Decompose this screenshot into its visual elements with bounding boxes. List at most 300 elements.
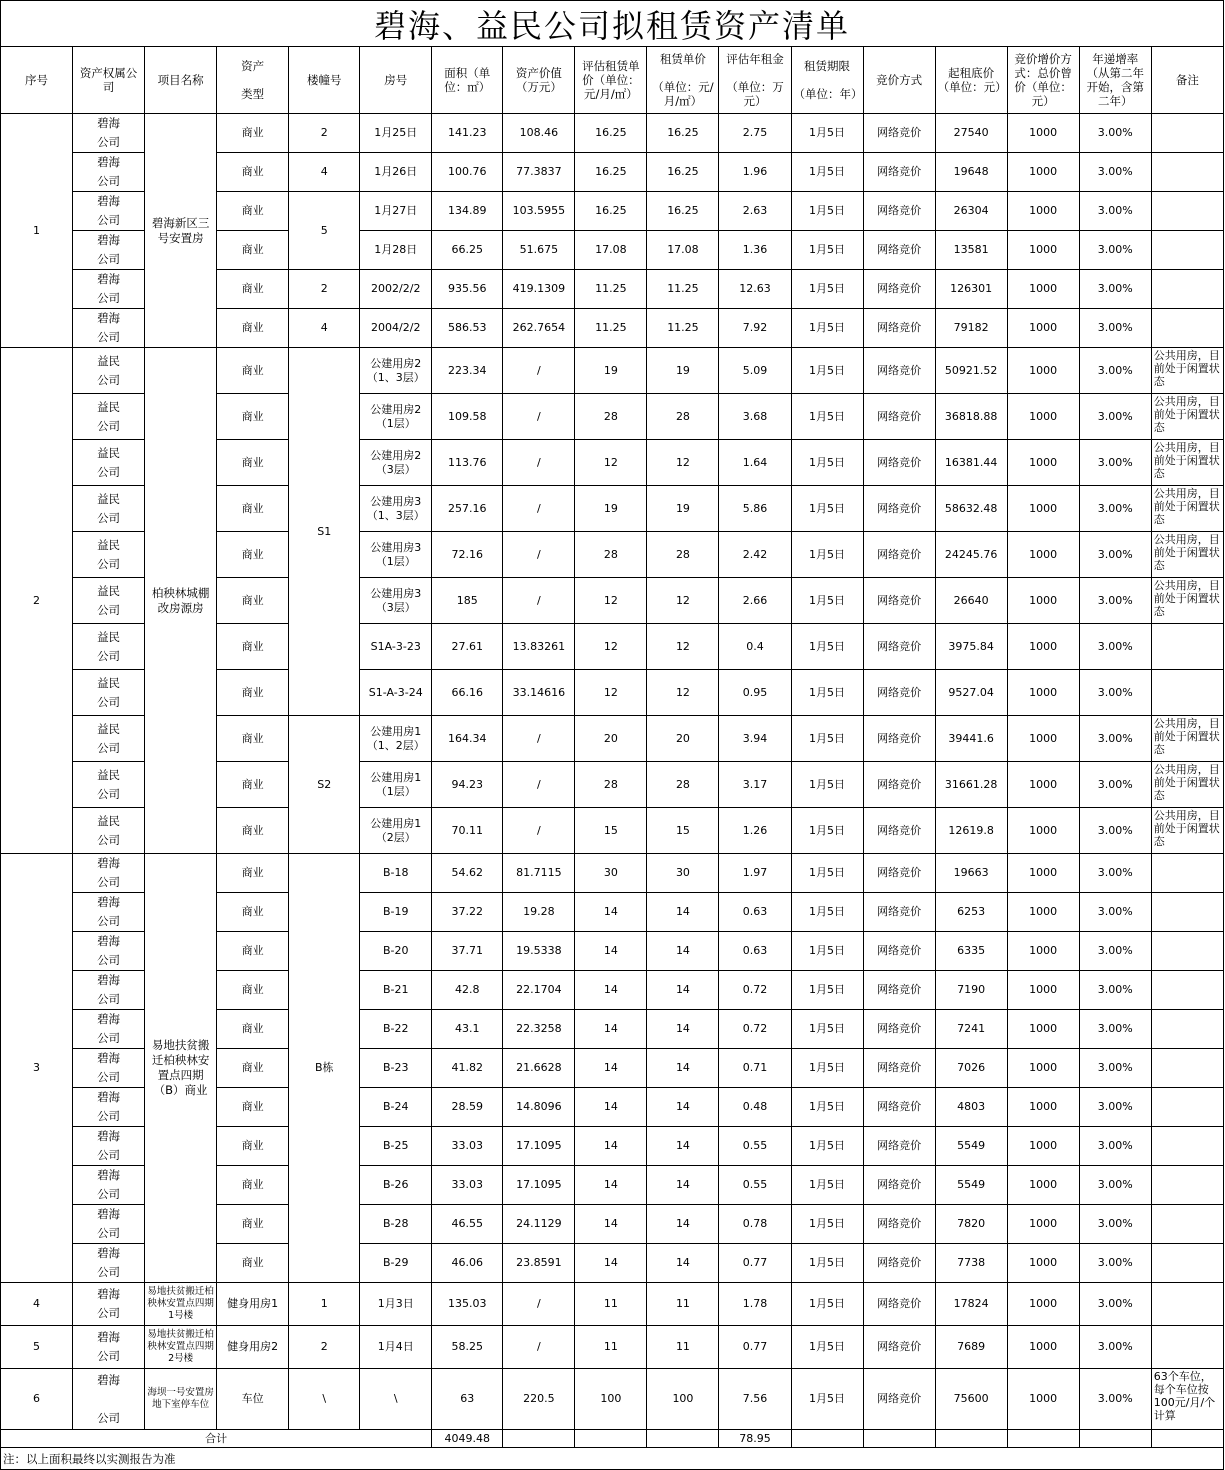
seq-cell: 5 [1,1326,73,1369]
annual-rent-cell: 0.77 [719,1244,791,1283]
term-cell: 1月5日 [791,624,863,670]
header-base-price: 起租底价（单位：元） [935,47,1007,114]
growth-rate-cell: 3.00% [1079,1088,1151,1127]
base-price-cell: 26640 [935,578,1007,624]
growth-rate-cell: 3.00% [1079,1369,1151,1430]
header-growth-rate: 年递增率（从第二年开始，含第二年） [1079,47,1151,114]
value-cell: 103.5955 [503,192,575,231]
company-cell: 碧海 公司 [73,1088,145,1127]
value-cell: 21.6628 [503,1049,575,1088]
value-cell: 51.675 [503,231,575,270]
empty-cell [863,1430,935,1448]
value-cell: / [503,1283,575,1326]
annual-rent-cell: 5.86 [719,486,791,532]
building-cell: S2 [289,716,360,854]
term-cell: 1月5日 [791,670,863,716]
term-cell: 1月5日 [791,1166,863,1205]
room-cell: 2004/2/2 [360,309,432,348]
eval-price-cell: 19 [575,486,647,532]
company-cell: 益民 公司 [73,486,145,532]
project-cell: 碧海新区三号安置房 [145,114,217,348]
annual-rent-cell: 1.64 [719,440,791,486]
price-cell: 11 [647,1326,719,1369]
room-cell: 公建用房3（1层） [360,532,432,578]
annual-rent-cell: 0.48 [719,1088,791,1127]
company-cell: 益民 公司 [73,624,145,670]
header-room: 房号 [360,47,432,114]
annual-rent-cell: 0.4 [719,624,791,670]
room-cell: B-22 [360,1010,432,1049]
base-price-cell: 13581 [935,231,1007,270]
base-price-cell: 7820 [935,1205,1007,1244]
base-price-cell: 50921.52 [935,348,1007,394]
term-cell: 1月5日 [791,578,863,624]
method-cell: 网络竞价 [863,624,935,670]
value-cell: 24.1129 [503,1205,575,1244]
building-cell: 2 [289,270,360,309]
increment-cell: 1000 [1007,808,1079,854]
room-cell: \ [360,1369,432,1430]
type-cell: 商业 [217,1166,289,1205]
header-building: 楼幢号 [289,47,360,114]
room-cell: B-18 [360,854,432,893]
area-cell: 66.16 [432,670,503,716]
method-cell: 网络竞价 [863,716,935,762]
note-cell [1151,1326,1223,1369]
type-cell: 商业 [217,893,289,932]
annual-rent-cell: 1.96 [719,153,791,192]
company-cell: 碧海 公司 [73,854,145,893]
base-price-cell: 27540 [935,114,1007,153]
eval-price-cell: 14 [575,893,647,932]
value-cell: / [503,440,575,486]
annual-rent-cell: 3.68 [719,394,791,440]
value-cell: / [503,394,575,440]
header-company: 资产权属公司 [73,47,145,114]
method-cell: 网络竞价 [863,270,935,309]
growth-rate-cell: 3.00% [1079,1244,1151,1283]
term-cell: 1月5日 [791,1049,863,1088]
eval-price-cell: 11.25 [575,309,647,348]
room-cell: 1月25日 [360,114,432,153]
room-cell: B-21 [360,971,432,1010]
room-cell: 公建用房3（1、3层） [360,486,432,532]
growth-rate-cell: 3.00% [1079,1205,1151,1244]
area-cell: 586.53 [432,309,503,348]
growth-rate-cell: 3.00% [1079,578,1151,624]
eval-price-cell: 14 [575,1166,647,1205]
eval-price-cell: 14 [575,1244,647,1283]
method-cell: 网络竞价 [863,394,935,440]
eval-price-cell: 12 [575,624,647,670]
term-cell: 1月5日 [791,394,863,440]
base-price-cell: 16381.44 [935,440,1007,486]
annual-rent-cell: 0.71 [719,1049,791,1088]
base-price-cell: 26304 [935,192,1007,231]
annual-rent-cell: 0.72 [719,1010,791,1049]
note-cell [1151,670,1223,716]
method-cell: 网络竞价 [863,192,935,231]
note-cell [1151,1283,1223,1326]
term-cell: 1月5日 [791,716,863,762]
type-cell: 商业 [217,348,289,394]
price-cell: 14 [647,1205,719,1244]
company-cell: 碧海 公司 [73,1369,145,1430]
company-cell: 益民 公司 [73,716,145,762]
term-cell: 1月5日 [791,231,863,270]
price-cell: 14 [647,1010,719,1049]
method-cell: 网络竞价 [863,1127,935,1166]
value-cell: / [503,762,575,808]
base-price-cell: 3975.84 [935,624,1007,670]
eval-price-cell: 17.08 [575,231,647,270]
area-cell: 72.16 [432,532,503,578]
price-cell: 100 [647,1369,719,1430]
eval-price-cell: 14 [575,1127,647,1166]
base-price-cell: 9527.04 [935,670,1007,716]
area-cell: 42.8 [432,971,503,1010]
term-cell: 1月5日 [791,1088,863,1127]
header-annual-rent: 评估年租金 （单位：万元） [719,47,791,114]
eval-price-cell: 16.25 [575,114,647,153]
term-cell: 1月5日 [791,309,863,348]
value-cell: 14.8096 [503,1088,575,1127]
building-cell: \ [289,1369,360,1430]
term-cell: 1月5日 [791,932,863,971]
price-cell: 14 [647,1244,719,1283]
growth-rate-cell: 3.00% [1079,893,1151,932]
type-cell: 商业 [217,670,289,716]
price-cell: 16.25 [647,153,719,192]
term-cell: 1月5日 [791,1283,863,1326]
type-cell: 商业 [217,808,289,854]
growth-rate-cell: 3.00% [1079,1326,1151,1369]
annual-rent-cell: 0.77 [719,1326,791,1369]
increment-cell: 1000 [1007,932,1079,971]
type-cell: 商业 [217,153,289,192]
room-cell: B-29 [360,1244,432,1283]
method-cell: 网络竞价 [863,1326,935,1369]
method-cell: 网络竞价 [863,971,935,1010]
annual-rent-cell: 0.55 [719,1166,791,1205]
area-cell: 185 [432,578,503,624]
annual-rent-cell: 3.94 [719,716,791,762]
term-cell: 1月5日 [791,440,863,486]
annual-rent-cell: 3.17 [719,762,791,808]
note-cell [1151,624,1223,670]
annual-rent-cell: 0.55 [719,1127,791,1166]
growth-rate-cell: 3.00% [1079,1049,1151,1088]
value-cell: 262.7654 [503,309,575,348]
note-cell: 公共用房，目前处于闲置状态 [1151,762,1223,808]
type-cell: 商业 [217,231,289,270]
growth-rate-cell: 3.00% [1079,153,1151,192]
value-cell: 22.3258 [503,1010,575,1049]
area-cell: 33.03 [432,1127,503,1166]
empty-cell [1007,1430,1079,1448]
growth-rate-cell: 3.00% [1079,348,1151,394]
value-cell: 19.5338 [503,932,575,971]
base-price-cell: 58632.48 [935,486,1007,532]
company-cell: 碧海 公司 [73,1244,145,1283]
increment-cell: 1000 [1007,192,1079,231]
increment-cell: 1000 [1007,486,1079,532]
base-price-cell: 7241 [935,1010,1007,1049]
method-cell: 网络竞价 [863,893,935,932]
growth-rate-cell: 3.00% [1079,1283,1151,1326]
company-cell: 益民 公司 [73,348,145,394]
price-cell: 16.25 [647,114,719,153]
note-cell [1151,1010,1223,1049]
project-cell: 易地扶贫搬迁柏秧林安置点四期1号楼 [145,1283,217,1326]
price-cell: 14 [647,1127,719,1166]
area-cell: 63 [432,1369,503,1430]
annual-rent-cell: 0.78 [719,1205,791,1244]
note-cell: 公共用房，目前处于闲置状态 [1151,394,1223,440]
increment-cell: 1000 [1007,153,1079,192]
term-cell: 1月5日 [791,1326,863,1369]
annual-rent-cell: 1.26 [719,808,791,854]
table-row [1,348,1224,394]
building-cell: 5 [289,192,360,270]
room-cell: B-24 [360,1088,432,1127]
eval-price-cell: 16.25 [575,192,647,231]
base-price-cell: 126301 [935,270,1007,309]
increment-cell: 1000 [1007,394,1079,440]
term-cell: 1月5日 [791,270,863,309]
type-cell: 商业 [217,1127,289,1166]
eval-price-cell: 14 [575,1205,647,1244]
term-cell: 1月5日 [791,1205,863,1244]
base-price-cell: 17824 [935,1283,1007,1326]
growth-rate-cell: 3.00% [1079,114,1151,153]
term-cell: 1月5日 [791,153,863,192]
note-cell: 公共用房，目前处于闲置状态 [1151,348,1223,394]
method-cell: 网络竞价 [863,348,935,394]
company-cell: 碧海 公司 [73,1049,145,1088]
eval-price-cell: 28 [575,762,647,808]
company-cell: 益民 公司 [73,808,145,854]
annual-rent-cell: 0.63 [719,932,791,971]
term-cell: 1月5日 [791,1244,863,1283]
price-cell: 28 [647,532,719,578]
value-cell: 81.7115 [503,854,575,893]
value-cell: / [503,486,575,532]
increment-cell: 1000 [1007,624,1079,670]
company-cell: 碧海 公司 [73,893,145,932]
company-cell: 碧海 公司 [73,1127,145,1166]
increment-cell: 1000 [1007,716,1079,762]
room-cell: B-23 [360,1049,432,1088]
increment-cell: 1000 [1007,532,1079,578]
price-cell: 28 [647,762,719,808]
increment-cell: 1000 [1007,854,1079,893]
area-cell: 41.82 [432,1049,503,1088]
growth-rate-cell: 3.00% [1079,1010,1151,1049]
note-cell [1151,1127,1223,1166]
increment-cell: 1000 [1007,270,1079,309]
increment-cell: 1000 [1007,1088,1079,1127]
growth-rate-cell: 3.00% [1079,854,1151,893]
term-cell: 1月5日 [791,114,863,153]
company-cell: 碧海 公司 [73,1283,145,1326]
base-price-cell: 7190 [935,971,1007,1010]
type-cell: 商业 [217,192,289,231]
project-cell: 海坝一号安置房地下室停车位 [145,1369,217,1430]
company-cell: 益民 公司 [73,762,145,808]
header-value: 资产价值（万元） [503,47,575,114]
area-cell: 109.58 [432,394,503,440]
room-cell: 公建用房1（2层） [360,808,432,854]
company-cell: 碧海 公司 [73,114,145,153]
area-cell: 134.89 [432,192,503,231]
header-increment: 竞价增价方式：总价曾价（单位：元） [1007,47,1079,114]
note-cell [1151,270,1223,309]
type-cell: 车位 [217,1369,289,1430]
term-cell: 1月5日 [791,192,863,231]
header-note: 备注 [1151,47,1223,114]
method-cell: 网络竞价 [863,854,935,893]
growth-rate-cell: 3.00% [1079,932,1151,971]
type-cell: 商业 [217,1088,289,1127]
value-cell: 17.1095 [503,1127,575,1166]
type-cell: 商业 [217,716,289,762]
company-cell: 碧海 公司 [73,1166,145,1205]
value-cell: / [503,1326,575,1369]
sheet-title: 碧海、益民公司拟租赁资产清单 [0,0,1224,46]
type-cell: 商业 [217,932,289,971]
eval-price-cell: 14 [575,971,647,1010]
base-price-cell: 39441.6 [935,716,1007,762]
method-cell: 网络竞价 [863,231,935,270]
room-cell: 公建用房3（3层） [360,578,432,624]
base-price-cell: 4803 [935,1088,1007,1127]
annual-rent-cell: 7.56 [719,1369,791,1430]
growth-rate-cell: 3.00% [1079,1166,1151,1205]
method-cell: 网络竞价 [863,762,935,808]
price-cell: 11.25 [647,270,719,309]
price-cell: 12 [647,578,719,624]
empty-cell [1151,1430,1223,1448]
growth-rate-cell: 3.00% [1079,270,1151,309]
method-cell: 网络竞价 [863,578,935,624]
eval-price-cell: 14 [575,932,647,971]
seq-cell: 2 [1,348,73,854]
price-cell: 19 [647,348,719,394]
type-cell: 商业 [217,624,289,670]
annual-rent-cell: 1.36 [719,231,791,270]
project-cell: 易地扶贫搬迁柏秧林安置点四期2号楼 [145,1326,217,1369]
area-cell: 46.06 [432,1244,503,1283]
value-cell: 419.1309 [503,270,575,309]
room-cell: B-19 [360,893,432,932]
header-term: 租赁期限 （单位：年） [791,47,863,114]
eval-price-cell: 12 [575,578,647,624]
value-cell: 33.14616 [503,670,575,716]
method-cell: 网络竞价 [863,1283,935,1326]
price-cell: 16.25 [647,192,719,231]
increment-cell: 1000 [1007,309,1079,348]
eval-price-cell: 16.25 [575,153,647,192]
annual-rent-cell: 0.72 [719,971,791,1010]
price-cell: 30 [647,854,719,893]
type-cell: 健身用房1 [217,1283,289,1326]
room-cell: 1月26日 [360,153,432,192]
base-price-cell: 19663 [935,854,1007,893]
note-cell [1151,231,1223,270]
annual-rent-cell: 7.92 [719,309,791,348]
value-cell: 220.5 [503,1369,575,1430]
base-price-cell: 7026 [935,1049,1007,1088]
base-price-cell: 6253 [935,893,1007,932]
company-cell: 碧海 公司 [73,971,145,1010]
note-cell: 公共用房，目前处于闲置状态 [1151,486,1223,532]
eval-price-cell: 12 [575,670,647,716]
header-seq: 序号 [1,47,73,114]
value-cell: / [503,348,575,394]
base-price-cell: 7689 [935,1326,1007,1369]
empty-cell [791,1430,863,1448]
room-cell: B-25 [360,1127,432,1166]
project-cell: 易地扶贫搬迁柏秧林安置点四期（B）商业 [145,854,217,1283]
area-cell: 28.59 [432,1088,503,1127]
price-cell: 15 [647,808,719,854]
building-cell: 2 [289,114,360,153]
term-cell: 1月5日 [791,1010,863,1049]
growth-rate-cell: 3.00% [1079,971,1151,1010]
annual-rent-cell: 5.09 [719,348,791,394]
note-cell: 公共用房，目前处于闲置状态 [1151,578,1223,624]
base-price-cell: 5549 [935,1127,1007,1166]
header-type: 资产 类型 [217,47,289,114]
increment-cell: 1000 [1007,1010,1079,1049]
growth-rate-cell: 3.00% [1079,192,1151,231]
increment-cell: 1000 [1007,1049,1079,1088]
increment-cell: 1000 [1007,1127,1079,1166]
annual-rent-cell: 2.63 [719,192,791,231]
room-cell: 公建用房2（3层） [360,440,432,486]
base-price-cell: 5549 [935,1166,1007,1205]
price-cell: 17.08 [647,231,719,270]
note-cell [1151,893,1223,932]
method-cell: 网络竞价 [863,1010,935,1049]
note-cell: 公共用房，目前处于闲置状态 [1151,716,1223,762]
price-cell: 14 [647,932,719,971]
eval-price-cell: 12 [575,440,647,486]
method-cell: 网络竞价 [863,1369,935,1430]
room-cell: B-28 [360,1205,432,1244]
room-cell: 公建用房2（1、3层） [360,348,432,394]
company-cell: 益民 公司 [73,394,145,440]
eval-price-cell: 14 [575,1049,647,1088]
price-cell: 12 [647,670,719,716]
annual-rent-cell: 0.63 [719,893,791,932]
price-cell: 11 [647,1283,719,1326]
footnote: 注：以上面积最终以实测报告为准 [0,1448,1224,1470]
room-cell: 公建用房1（1、2层） [360,716,432,762]
header-price: 租赁单价 （单位：元/月/㎡） [647,47,719,114]
method-cell: 网络竞价 [863,1244,935,1283]
value-cell: 23.8591 [503,1244,575,1283]
annual-rent-cell: 1.97 [719,854,791,893]
term-cell: 1月5日 [791,486,863,532]
building-cell: B栋 [289,854,360,1283]
type-cell: 商业 [217,1205,289,1244]
total-annual: 78.95 [719,1430,791,1448]
growth-rate-cell: 3.00% [1079,394,1151,440]
increment-cell: 1000 [1007,231,1079,270]
term-cell: 1月5日 [791,854,863,893]
